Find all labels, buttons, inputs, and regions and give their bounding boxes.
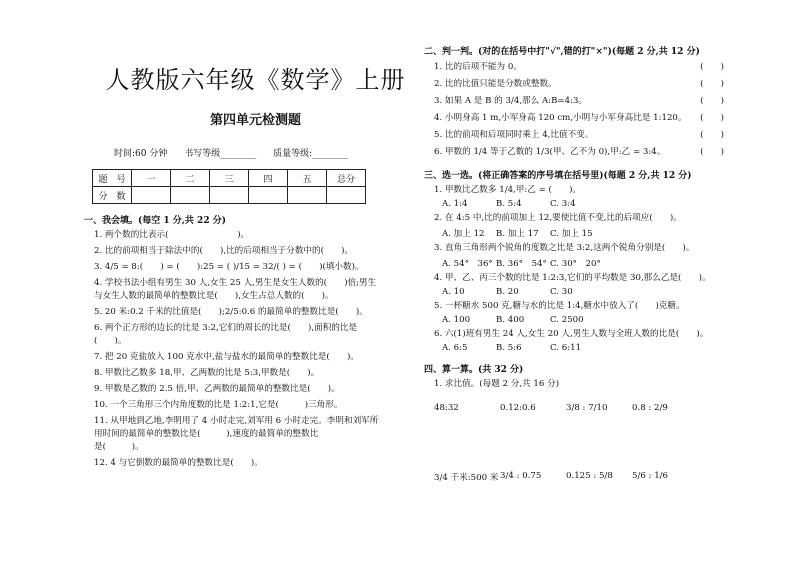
true-false-item: 1. 比的后项不能为 0。 ( )	[434, 62, 724, 72]
score-input-cell[interactable]	[249, 187, 288, 204]
choice-question: 3. 直角三角形两个锐角的度数之比是 3:2,这两个锐角分别是( )。	[434, 243, 695, 253]
time-label: 时间:60 分钟	[114, 149, 168, 159]
true-false-item: 5. 比的前项和后项同时乘上 4,比值不变。 ( )	[434, 130, 724, 140]
question: 2. 比的前项相当于除法中的( ),比的后项相当于分数中的( )。	[94, 246, 354, 256]
section-3-heading: 三、选一选。(将正确答案的序号填在括号里)(每题 2 分,共 12 分)	[424, 171, 692, 181]
question: 10. 一个三角形三个内角度数的比是 1:2:1,它是( )三角形。	[94, 400, 343, 410]
choice-question: 5. 一杯糖水 500 克,糖与水的比是 1:4,糖水中放入了( )克糖。	[434, 301, 685, 311]
answer-paren[interactable]: ( )	[700, 113, 724, 123]
score-table	[92, 169, 366, 204]
question-continued: 与女生人数的最简单的整数比是( ),女生占总人数的( )。	[94, 291, 334, 301]
page-subtitle: 第四单元检测题	[209, 113, 301, 128]
choice-options	[442, 343, 724, 353]
question: 9. 甲数是乙数的 2.5 倍,甲、乙两数的最简单的整数比是( )。	[94, 384, 340, 394]
calc-item: 0.8 : 2/9	[632, 403, 668, 413]
answer-paren[interactable]: ( )	[700, 130, 724, 140]
score-cell: 二	[171, 170, 210, 187]
option[interactable]: A. 加上 12	[442, 229, 485, 239]
answer-paren[interactable]: ( )	[700, 96, 724, 106]
question: 6. 两个正方形的边长的比是 3:2,它们的周长的比是( ),面积的比是	[94, 323, 358, 333]
question: 12. 4 与它倒数的最简单的整数比是( )。	[94, 458, 263, 468]
left-column	[84, 40, 409, 470]
score-cell: 分 数	[93, 187, 132, 204]
score-cell: 四	[249, 170, 288, 187]
question: 7. 把 20 克盐放入 100 克水中,盐与盐水的最简单的整数比是( )。	[94, 352, 359, 362]
calc-item: 5/6 : 1/6	[632, 471, 669, 481]
score-cell: 五	[288, 170, 327, 187]
question-continued: 用时间的最简单的整数比是( ),速度的最简单的整数比	[94, 429, 319, 439]
calc-item: 0.12:0.6	[500, 403, 536, 413]
score-input-cell[interactable]	[171, 187, 210, 204]
question: 5. 20 米:0.2 千米的比值是( );2/5:0.6 的最简单的整数比是( )。	[94, 307, 368, 317]
calc-item: 48:32	[434, 403, 459, 413]
choice-question: 6. 六(1)班有男生 24 人,女生 20 人,男生人数与全班人数的比是( )。	[434, 329, 709, 339]
option[interactable]: B. 5:6	[496, 343, 522, 353]
writing-grade-label: 书写等级________	[184, 149, 257, 159]
score-input-cell[interactable]	[288, 187, 327, 204]
question: 8. 甲数比乙数多 18,甲、乙两数的比是 5:3,甲数是( )。	[94, 368, 320, 378]
option[interactable]: B. 400	[496, 315, 525, 325]
option[interactable]: A. 10	[442, 287, 465, 297]
score-cell: 一	[132, 170, 171, 187]
answer-paren[interactable]: ( )	[700, 62, 724, 72]
choice-options	[442, 287, 724, 297]
score-cell: 总分	[327, 170, 366, 187]
option[interactable]: A. 6:5	[442, 343, 468, 353]
sub-heading: 1. 求比值。(每题 2 分,共 16 分)	[434, 379, 560, 389]
score-table-row	[93, 187, 366, 204]
section-4-heading: 四、算一算。(共 32 分)	[424, 365, 524, 375]
section-2-heading: 二、判一判。(对的在括号中打"√",错的打"×")(每题 2 分,共 12 分)	[424, 47, 700, 57]
score-input-cell[interactable]	[210, 187, 249, 204]
option[interactable]: B. 20	[496, 287, 519, 297]
score-cell: 三	[210, 170, 249, 187]
true-false-item: 3. 如果 A 是 B 的 3/4,那么 A:B=4:3。 ( )	[434, 96, 724, 106]
choice-question: 4. 甲、乙、丙三个数的比是 1:2:3,它们的平均数是 30,那么乙是( )。	[434, 273, 711, 283]
option[interactable]: A. 54° 36°	[442, 259, 493, 269]
score-table-header	[93, 170, 366, 187]
option[interactable]: C. 3:4	[550, 199, 576, 209]
page-title: 人教版六年级《数学》上册	[105, 66, 406, 94]
calc-row	[434, 403, 724, 413]
option[interactable]: B. 36° 54°	[496, 259, 547, 269]
score-cell: 题 号	[93, 170, 132, 187]
answer-paren[interactable]: ( )	[700, 79, 724, 89]
choice-options	[442, 199, 724, 209]
option[interactable]: A. 1:4	[442, 199, 468, 209]
calc-row	[434, 471, 724, 483]
choice-question: 1. 甲数比乙数多 1/4,甲:乙 = ( )。	[434, 185, 582, 195]
option[interactable]: C. 30° 20°	[550, 259, 601, 269]
choice-options	[442, 315, 724, 325]
choice-options	[442, 227, 724, 239]
question: 3. 4/5 = 8:( ) = ( ):25 = ( )/15 = 32/( ) = ( )(填小数)。	[94, 262, 364, 272]
option[interactable]: C. 加上 15	[550, 229, 593, 239]
true-false-item: 2. 比的比值只能是分数或整数。 ( )	[434, 79, 724, 89]
calc-item: 3/4 千米:500 米	[434, 473, 499, 483]
choice-question: 2. 在 4:5 中,比的前项加上 12,要使比值不变,比的后项应( )。	[434, 213, 682, 223]
right-column	[424, 44, 724, 483]
option[interactable]: C. 30	[550, 287, 573, 297]
question-continued: 是( )。	[94, 442, 144, 452]
true-false-item: 6. 甲数的 1/4 等于乙数的 1/3(甲、乙不为 0),甲:乙 = 3:4。 ( )	[434, 147, 724, 157]
answer-paren[interactable]: ( )	[700, 147, 724, 157]
option[interactable]: B. 5:4	[496, 199, 522, 209]
calc-item: 3/8 : 7/10	[566, 403, 608, 413]
section-1-heading: 一、我会填。(每空 1 分,共 22 分)	[84, 216, 226, 226]
calc-item: 3/4 : 0.75	[500, 471, 542, 481]
question-continued: ( )。	[94, 336, 127, 346]
question: 1. 两个数的比表示( )。	[94, 230, 250, 240]
option[interactable]: C. 2500	[550, 315, 584, 325]
option[interactable]: A. 100	[442, 315, 471, 325]
question: 4. 学校书法小组有男生 30 人,女生 25 人,男生是女生人数的( )倍;男生	[94, 278, 377, 288]
quality-grade-label: 质量等级:________	[273, 149, 349, 159]
score-input-cell[interactable]	[132, 187, 171, 204]
option[interactable]: B. 加上 17	[496, 229, 539, 239]
option[interactable]: C. 6:11	[550, 343, 582, 353]
question: 11. 从甲地到乙地,李明用了 4 小时走完,刘军用 6 小时走完。李明和刘军所	[94, 416, 379, 426]
choice-options	[442, 257, 724, 269]
true-false-item: 4. 小明身高 1 m,小军身高 120 cm,小明与小军身高比是 1:120。 ( )	[434, 113, 724, 123]
exam-info	[114, 146, 409, 159]
score-input-cell[interactable]	[327, 187, 366, 204]
calc-item: 0.125 : 5/8	[566, 471, 613, 481]
